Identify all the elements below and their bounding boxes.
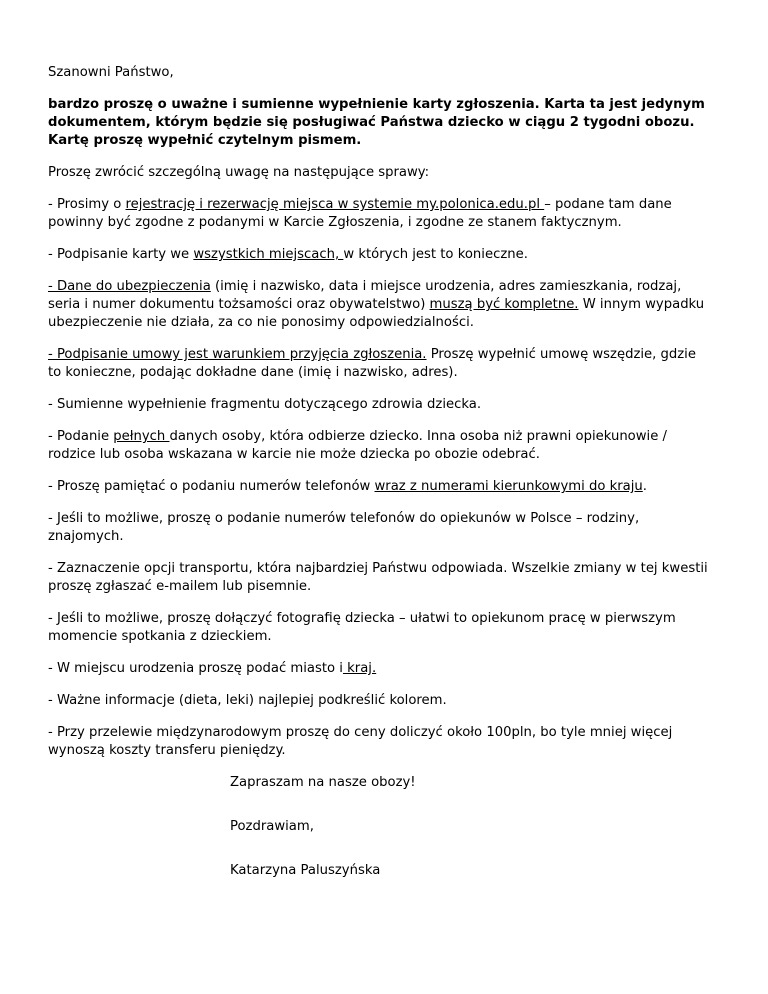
item-text: - Podpisanie karty we [48,247,194,262]
list-item [48,660,708,678]
item-text: (imię i nazwisko, data i miejsce urodzenia, adres zamieszkania, rodzaj, seria i numer dokumentu tożsamości oraz obywatelstwo) [48,279,682,312]
item-text: - Jeśli to możliwe, proszę o podanie numerów telefonów do opiekunów w Polsce – rodziny, znajomych. [48,511,640,544]
item-text: - Sumienne wypełnienie fragmentu dotyczącego zdrowia dziecka. [48,397,482,412]
item-text: Proszę wypełnić umowę wszędzie, gdzie to konieczne, podając dokładne dane (imię i nazwisko, adres). [48,347,696,380]
list-item [48,692,708,710]
item-text: - Podanie [48,429,114,444]
item-underlined-text: wraz z numerami kierunkowymi do kraju [374,479,643,494]
item-text: W innym wypadku ubezpieczenie nie działa, za co nie ponosimy odpowiedzialności. [48,297,705,330]
greeting: Szanowni Państwo, [48,65,174,80]
item-text: - W miejscu urodzenia proszę podać miasto i [48,661,343,676]
item-underlined-text: - Dane do ubezpieczenia [48,279,211,294]
intro-paragraph: bardzo proszę o uważne i sumienne wypełnienie karty zgłoszenia. Karta ta jest jedynym dokumentem, którym będzie się posługiwać Państwa dziecko w ciągu 2 tygodni obozu. Kartę proszę wypełnić czytelnym pismem. [48,97,705,148]
item-text: - Ważne informacje (dieta, leki) najlepiej podkreślić kolorem. [48,693,447,708]
list-item [48,246,708,264]
item-text: - Jeśli to możliwe, proszę dołączyć fotografię dziecka – ułatwi to opiekunom pracę w pierwszym momencie spotkania z dzieckiem. [48,611,676,644]
list-item [48,610,708,646]
item-text: w których jest to konieczne. [343,247,528,262]
list-item [48,346,708,382]
item-underlined-text: kraj. [342,661,377,676]
item-text: - Proszę pamiętać o podaniu numerów telefonów [48,479,375,494]
item-text: - Zaznaczenie opcji transportu, która najbardziej Państwu odpowiada. Wszelkie zmiany w tej kwestii proszę zgłaszać e-mailem lub pisemnie. [48,561,708,594]
closing-block [230,774,650,906]
list-item [48,196,708,232]
list-item [48,510,708,546]
item-underlined-text: rejestrację i rezerwację miejsca w systemie my.polonica.edu.pl [125,197,545,212]
closing-regards: Pozdrawiam, [230,819,314,834]
item-text: - Prosimy o [48,197,126,212]
closing-invite: Zapraszam na nasze obozy! [230,775,416,790]
list-item [48,396,708,414]
item-underlined-text: wszystkich miejscach, [193,247,344,262]
list-item [48,560,708,596]
item-underlined-text: pełnych [113,429,170,444]
item-underlined-text: muszą być kompletne. [429,297,579,312]
list-item [48,724,708,760]
item-text: danych osoby, która odbierze dziecko. Inna osoba niż prawni opiekunowie / rodzice lub osoba wskazana w karcie nie może dziecka po obozie odebrać. [48,429,667,462]
item-text: – podane tam dane powinny być zgodne z podanymi w Karcie Zgłoszenia, i zgodne ze stanem faktycznym. [48,197,672,230]
list-item [48,278,708,332]
item-underlined-text: - Podpisanie umowy jest warunkiem przyjęcia zgłoszenia. [48,347,427,362]
letter-body [48,64,708,774]
signature: Katarzyna Paluszyńska [230,863,381,878]
list-item [48,428,708,464]
item-text: . [642,479,647,494]
list-item [48,478,708,496]
lead-paragraph: Proszę zwrócić szczególną uwagę na następujące sprawy: [48,165,430,180]
item-text: - Przy przelewie międzynarodowym proszę do ceny doliczyć około 100pln, bo tyle mniej więcej wynoszą koszty transferu pieniędzy. [48,725,673,758]
